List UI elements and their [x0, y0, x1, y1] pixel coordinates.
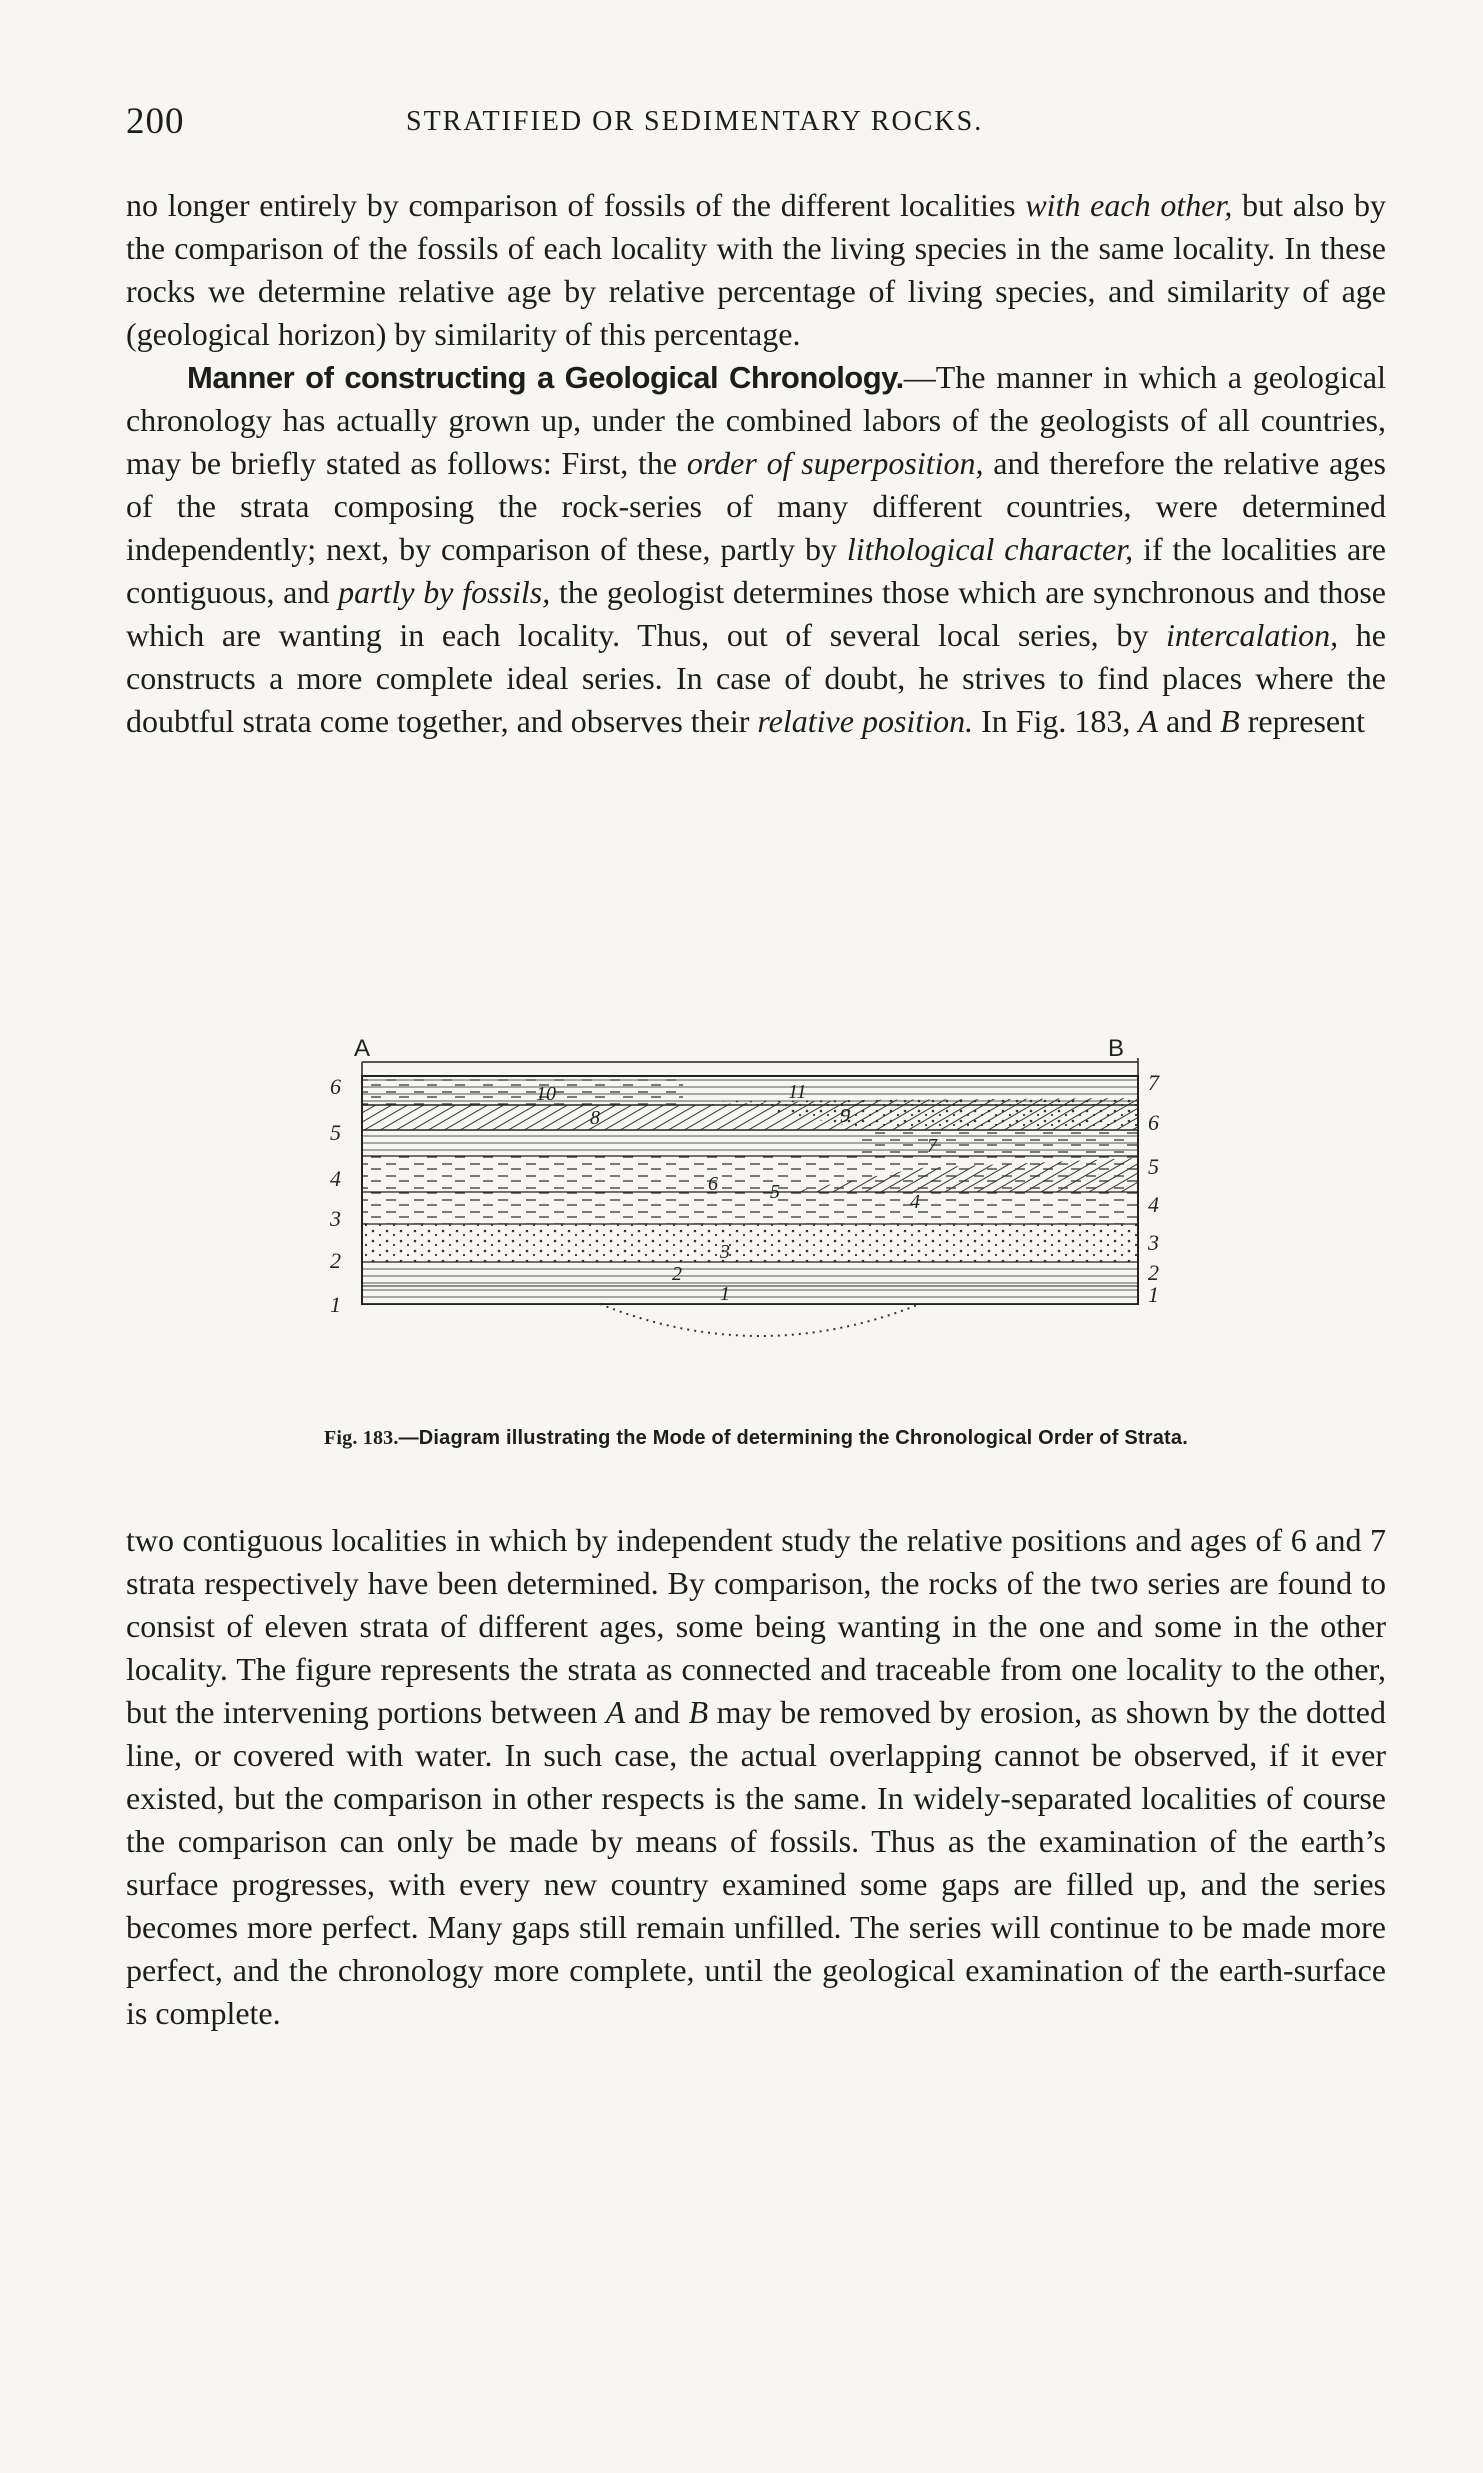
paragraph-2-emphasis: intercalation,: [1166, 617, 1339, 653]
stratum-1: [363, 1262, 1137, 1304]
right-number-1: 1: [1148, 1282, 1159, 1307]
left-number-6: 6: [330, 1074, 341, 1099]
paragraph-1-emphasis: with each other,: [1025, 187, 1233, 223]
page-number: 200: [126, 101, 185, 142]
stratum-label-4: 4: [910, 1191, 920, 1213]
stratum-3: [363, 1192, 1137, 1224]
left-number-1: 1: [330, 1292, 341, 1317]
running-title: STRATIFIED OR SEDIMENTARY ROCKS.: [406, 106, 984, 137]
right-number-7: 7: [1148, 1070, 1159, 1095]
paragraph-3-emphasis: A: [605, 1694, 626, 1730]
page-header: [126, 100, 1386, 160]
figure-caption-text: —Diagram illustrating the Mode of determining the Chronological Order of Strata.: [398, 1427, 1188, 1449]
paragraph-2-text: represent: [1239, 703, 1365, 739]
left-number-4: 4: [330, 1166, 341, 1191]
figure-caption-label: Fig. 183.: [324, 1427, 399, 1449]
body-text-bottom: [126, 1519, 1386, 2035]
stratum-label-10: 10: [536, 1083, 556, 1105]
paragraph-2: [126, 356, 1386, 743]
right-number-5: 5: [1148, 1154, 1159, 1179]
paragraph-1-text: no longer entirely by comparison of fossils of the different localities: [126, 187, 1016, 223]
stratum-label-6: 6: [708, 1173, 718, 1195]
stratum-label-8: 8: [590, 1107, 600, 1129]
paragraph-2-text: and therefore the relative ages of the strata composing the rock-series of many different countries, were determined independently; next, by comparison of these, partly by: [126, 445, 1387, 567]
paragraph-2-text: and: [1157, 703, 1221, 739]
erosion-dotted-line: [600, 1304, 920, 1336]
paragraph-2-text: In Fig. 183,: [973, 703, 1139, 739]
paragraph-2-emphasis: lithological character,: [846, 531, 1134, 567]
left-number-2: 2: [330, 1248, 341, 1273]
paragraph-2-text: he constructs a more complete ideal series. In case of doubt, he strives to find places where the doubtful strata come together, and observes their: [126, 617, 1387, 739]
body-text-top: [126, 184, 1386, 743]
paragraph-2-emphasis: partly by fossils,: [338, 574, 551, 610]
paragraph-2-emphasis: order of superposition,: [686, 445, 984, 481]
right-number-3: 3: [1148, 1230, 1159, 1255]
paragraph-1: [126, 184, 1386, 356]
paragraph-2-emphasis: A: [1138, 703, 1158, 739]
paragraph-2-emphasis: relative position.: [757, 703, 974, 739]
stratum-label-2: 2: [672, 1263, 682, 1285]
strata-diagram: [300, 1028, 1200, 1388]
strata-diagram-svg: [300, 1028, 1200, 1388]
stratum-label-3: 3: [720, 1241, 730, 1263]
paragraph-3-text: and: [625, 1694, 689, 1730]
paragraph-2-text: the geologist determines those which are synchronous and those which are wanting in each locality. Thus, out of several local series, by: [126, 574, 1386, 653]
stratum-label-5: 5: [770, 1181, 780, 1203]
stratum-label-9: 9: [840, 1105, 850, 1127]
paragraph-3-text: may be removed by erosion, as shown by the dotted line, or covered with water. In such case, the actual overlapping cannot be observed, if it ever existed, but the comparison in other respects is the same. In widely-separated localities of course the comparison can only be made by means of fossils. Thus as the examination of the earth’s surface progresses, with every new country examined some gaps are filled up, and the series becomes more perfect. Many gaps still remain unfilled. The series will continue to be made more perfect, and the chronology more complete, until the geological examination of the earth-surface is complete.: [126, 1694, 1387, 2031]
label-a: A: [354, 1035, 371, 1062]
left-number-5: 5: [330, 1120, 341, 1145]
figure-caption: [126, 1427, 1386, 1450]
right-number-2: 2: [1148, 1260, 1159, 1285]
paragraph-3-emphasis: B: [688, 1694, 709, 1730]
stratum-label-7: 7: [927, 1135, 937, 1157]
paragraph-2-text: —The manner in which a geological chronology has actually grown up, under the combined labors of the geologists of all countries, may be briefly stated as follows: First, the: [126, 359, 1386, 481]
section-heading: Manner of constructing a Geological Chronology.: [187, 360, 904, 395]
stratum-label-1: 1: [720, 1283, 730, 1305]
right-number-4: 4: [1148, 1192, 1159, 1217]
stratum-label-11: 11: [788, 1081, 807, 1103]
right-number-6: 6: [1148, 1110, 1159, 1135]
left-number-3: 3: [330, 1206, 341, 1231]
paragraph-1-text-cont: but also by the comparison of the fossils of each locality with the living species in the same locality. In these rocks we determine relative age by relative percentage of living species, and similarity of age (geological horizon) by similarity of this percentage.: [126, 187, 1387, 352]
paragraph-3: [126, 1519, 1386, 2035]
label-b: B: [1108, 1035, 1125, 1062]
stratum-2: [363, 1224, 1137, 1262]
paragraph-2-emphasis: B: [1220, 703, 1240, 739]
paragraph-3-text: two contiguous localities in which by independent study the relative positions and ages of 6 and 7 strata respectively have been determined. By comparison, the rocks of the two series are found to consist of eleven strata of different ages, some being wanting in the one and some in the other locality. The figure represents the strata as connected and traceable from one locality to the other, but the intervening portions between: [126, 1522, 1386, 1730]
paragraph-2-text: if the localities are contiguous, and: [126, 531, 1387, 610]
